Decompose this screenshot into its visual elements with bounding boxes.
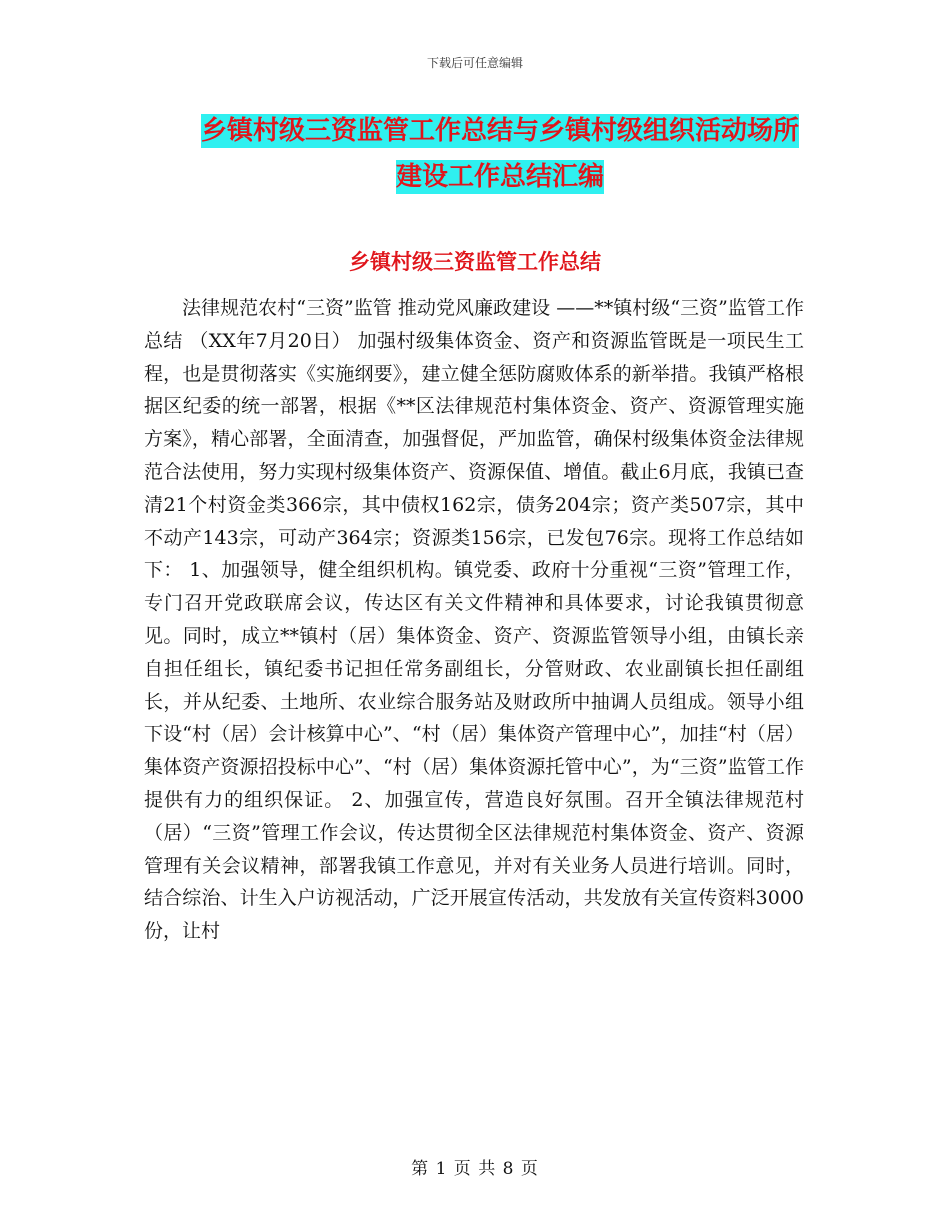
section-title: 乡镇村级三资监管工作总结	[349, 250, 601, 274]
document-title	[150, 108, 850, 200]
document-body	[144, 292, 804, 948]
page-header-note: 下载后可任意编辑	[426, 56, 523, 70]
body-paragraph: 法律规范农村“三资”监管 推动党风廉政建设 ——**镇村级“三资”监管工作总结 （XX年7月20日） 加强村级集体资金、资产和资源监管既是一项民生工程，也是贯彻落实《实施纲要》，建立健全惩防腐败体系的新举措。我镇严格根据区纪委的统一部署，根据《**区法律规范村集体资金、资产、资源管理实施方案》，精心部署，全面清查，加强督促，严加监管，确保村级集体资金法律规范合法使用，努力实现村级集体资产、资源保值、增值。截止6月底，我镇已查清21个村资金类366宗，其中债权162宗，债务204宗；资产类507宗，其中不动产143宗，可动产364宗；资源类156宗，已发包76宗。现将工作总结如下： 1、加强领导，健全组织机构。镇党委、政府十分重视“三资”管理工作，专门召开党政联席会议，传达区有关文件精神和具体要求，讨论我镇贯彻意见。同时，成立**镇村（居）集体资金、资产、资源监管领导小组，由镇长亲自担任组长，镇纪委书记担任常务副组长，分管财政、农业副镇长担任副组长，并从纪委、土地所、农业综合服务站及财政所中抽调人员组成。领导小组下设“村（居）会计核算中心”、“村（居）集体资产管理中心”，加挂“村（居）集体资产资源招投标中心”、“村（居）集体资源托管中心”，为“三资”监管工作提供有力的组织保证。 2、加强宣传，营造良好氛围。召开全镇法律规范村（居）“三资”管理工作会议，传达贯彻全区法律规范村集体资金、资产、资源管理有关会议精神，部署我镇工作意见，并对有关业务人员进行培训。同时，结合综治、计生入户访视活动，广泛开展宣传活动，共发放有关宣传资料3000份，让村	[144, 297, 804, 943]
page-number-footer: 第 1 页 共 8 页	[411, 1159, 539, 1179]
document-title-line-1: 乡镇村级三资监管工作总结与乡镇村级组织活动场所	[200, 116, 799, 146]
document-title-line-2: 建设工作总结汇编	[395, 162, 604, 192]
